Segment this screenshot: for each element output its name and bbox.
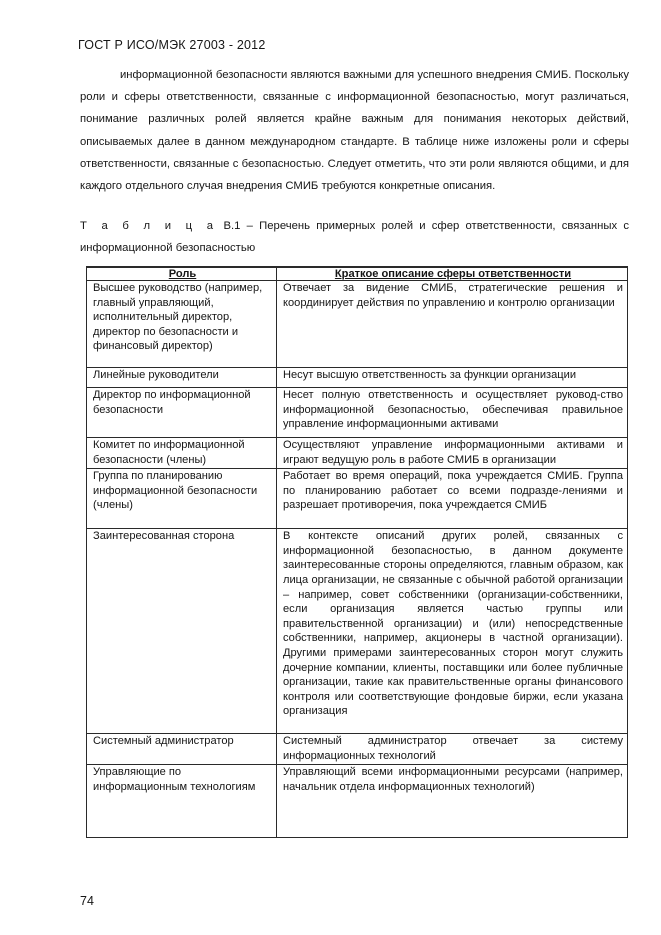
table-caption-text: В.1 – Перечень примерных ролей и сфер ответственности, связанных с информационной безопасностью <box>80 220 629 254</box>
table-row <box>87 765 628 838</box>
description-cell: Управляющий всеми информационными ресурсами (например, начальник отдела информационных технологий) <box>277 765 628 838</box>
description-cell: В контексте описаний других ролей, связанных с информационной безопасностью, в данном документе заинтересованные стороны определяются, главным образом, как лица организации, не связанные с обычной работой организации – например, совет собственники (организации-собственники, если организация является частью группы или правительственной организации) и (или) непосредственные собственники, например, акционеры в частной организации). Другими примерами заинтересованных сторон могут служить дочерние компании, клиенты, поставщики или более публичные организации, такие как правительственные органы финансового контроля или соответствующие фондовые биржи, если указана организация <box>277 529 628 734</box>
page-number: 74 <box>80 894 94 908</box>
column-header-role: Роль <box>87 267 277 281</box>
role-cell: Директор по информационной безопасности <box>87 388 277 438</box>
table-header-row <box>87 267 628 281</box>
table-row <box>87 734 628 765</box>
column-header-description: Краткое описание сферы ответственности <box>277 267 628 281</box>
description-cell: Работает во время операций, пока учреждается СМИБ. Группа по планированию работает со всеми подразде-лениями и разрешает противоречия, пока учреждается СМИБ <box>277 469 628 529</box>
description-cell: Несут высшую ответственность за функции организации <box>277 368 628 388</box>
role-cell: Комитет по информационной безопасности (члены) <box>87 438 277 469</box>
description-cell: Отвечает за видение СМИБ, стратегические решения и координирует действия по управлению и контролю организации <box>277 281 628 368</box>
role-cell: Высшее руководство (например, главный управляющий, исполнительный директор, директор по безопасности и финансовый директор) <box>87 281 277 368</box>
role-cell: Управляющие по информационным технологиям <box>87 765 277 838</box>
role-cell: Заинтересованная сторона <box>87 529 277 734</box>
document-header: ГОСТ Р ИСО/МЭК 27003 - 2012 <box>78 38 266 52</box>
role-cell: Группа по планированию информационной безопасности (члены) <box>87 469 277 529</box>
table-caption <box>80 215 629 259</box>
description-cell: Несет полную ответственность и осуществляет руковод-ство информационной безопасностью, обеспечивая правильное управление информационными активами <box>277 388 628 438</box>
table-row <box>87 281 628 368</box>
table-row <box>87 388 628 438</box>
table-row <box>87 469 628 529</box>
intro-text <box>80 64 629 197</box>
table-caption-label: Т а б л и ц а <box>80 220 218 232</box>
table-row <box>87 368 628 388</box>
table-row <box>87 529 628 734</box>
role-cell: Системный администратор <box>87 734 277 765</box>
intro-paragraph: информационной безопасности являются важными для успешного внедрения СМИБ. Поскольку роли и сферы ответственности, связанные с информационной безопасностью, могут различаться, понимание различных ролей является крайне важным для понимания некоторых действий, описываемых далее в данном международном стандарте. В таблице ниже изложены роли и сферы ответственности, связанные с безопасностью. Следует отметить, что эти роли являются общими, и для каждого отдельного случая внедрения СМИБ требуются конкретные описания. <box>80 69 629 193</box>
table-row <box>87 438 628 469</box>
roles-table <box>86 266 628 838</box>
role-cell: Линейные руководители <box>87 368 277 388</box>
description-cell: Осуществляют управление информационными активами и играют ведущую роль в работе СМИБ в организации <box>277 438 628 469</box>
description-cell: Системный администратор отвечает за систему информационных технологий <box>277 734 628 765</box>
